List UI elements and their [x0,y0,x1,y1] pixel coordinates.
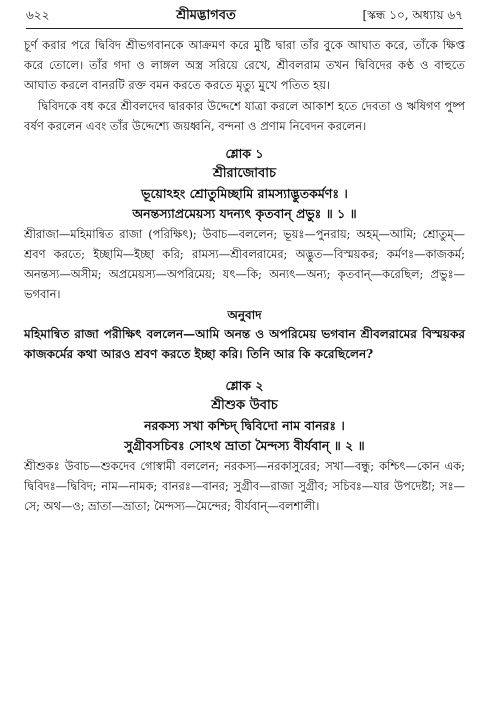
verse-line: ভূয়োঽহং শ্রোতুমিচ্ছামি রামস্যাদ্ভুতকর্মণঃ । [141,186,348,202]
gloss-text: শ্রীশুকঃ উবাচ—শুকদেব গোস্বামী বললেন; নরকস্য—নরকাসুরের; সখা—বন্ধু; কশ্চিৎ—কোন এক; দ্বিবিদঃ—দ্বিবিদ; নাম—নামক; বানরঃ—বানর; সুগ্রীব—রাজা সুগ্রীব; সচিবঃ—যার উপদেষ্টা; সঃ—সে; অথ—ও; ভ্রাতা—ভ্রাতা; মৈন্দস্য—মৈন্দের; বীর্যবান্—বলশালী। [24,459,465,514]
translation [24,324,465,364]
sloka-speaker: শ্রীরাজোবাচ [212,166,277,182]
page-header [26,6,463,29]
sloka-speaker: শ্রীশুক উবাচ [211,398,278,414]
sloka-heading: শ্লোক ২ [225,378,264,394]
gloss-text: শ্রীরাজা—মহিমান্বিত রাজা (পরিক্ষিৎ); উবাচ—বললেন; ভূয়ঃ—পুনরায়; অহম্—আমি; শ্রোতুম্—শ্রবণ করতে; ইচ্ছামি—ইচ্ছা করি; রামস্য—শ্রীবলরামের; অদ্ভুত—বিস্ময়কর; কর্মণঃ—কাজকর্ম; অনন্তস্য—অসীম; অপ্রমেয়স্য—অপরিমেয়; যৎ—কি; অন্যৎ—অন্য; কৃতবান্—করেছিল; প্রভুঃ—ভগবান। [24,227,465,302]
translation-label: অনুবাদ [227,308,262,323]
sloka-1 [24,144,465,364]
word-gloss [24,456,465,516]
intro-text [24,35,465,136]
section-reference: [স্কন্ধ ১০, অধ্যায় ৬৭ [362,8,463,22]
sloka-2 [24,376,465,516]
intro-paragraph: দ্বিবিদকে বধ করে শ্রীবলদেব দ্বারকার উদ্দেশে যাত্রা করলে আকাশ হতে দেবতা ও ঋষিগণ পুষ্প বর্ষণ করলেন এবং তাঁর উদ্দেশ্যে জয়ধ্বনি, বন্দনা ও প্রণাম নিবেদন করলেন। [24,98,465,133]
page-number: ৬২২ [26,8,50,22]
verse-line: নরকস্য সখা কশ্চিদ্ দ্বিবিদো নাম বানরঃ । [144,418,345,434]
word-gloss [24,224,465,304]
verse-line: অনন্তস্যাপ্রমেয়স্য যদন্যৎ কৃতবান্ প্রভুঃ ॥ ১ ॥ [132,206,357,222]
book-title: শ্রীমদ্ভাগবত [176,8,236,23]
intro-paragraph: চূর্ণ করার পরে দ্বিবিদ শ্রীভগবানকে আক্রমণ করে মুষ্টি দ্বারা তাঁর বুকে আঘাত করে, তাঁকে ক্ষিপ্ত করে তোলে। তাঁর গদা ও লাঙ্গল অস্ত্র সরিয়ে রেখে, শ্রীবলরাম তখন দ্বিবিদের কণ্ঠ ও বাহুতে আঘাত করলে বানরটি রক্ত বমন করতে করতে মৃত্যু মুখে পতিত হয়। [24,38,465,93]
translation-text: মহিমান্বিত রাজা পরীক্ষিৎ বললেন—আমি অনন্ত ও অপরিমেয় ভগবান শ্রীবলরামের বিস্ময়কর কাজকর্মের কথা আরও শ্রবণ করতে ইচ্ছা করি। তিনি আর কি করেছিলেন? [24,327,465,362]
verse-line: সুগ্রীবসচিবঃ সোঽথ ভ্রাতা মৈন্দস্য বীর্যবান্ ॥ ২ ॥ [124,438,365,454]
sloka-heading: শ্লোক ১ [225,146,264,162]
